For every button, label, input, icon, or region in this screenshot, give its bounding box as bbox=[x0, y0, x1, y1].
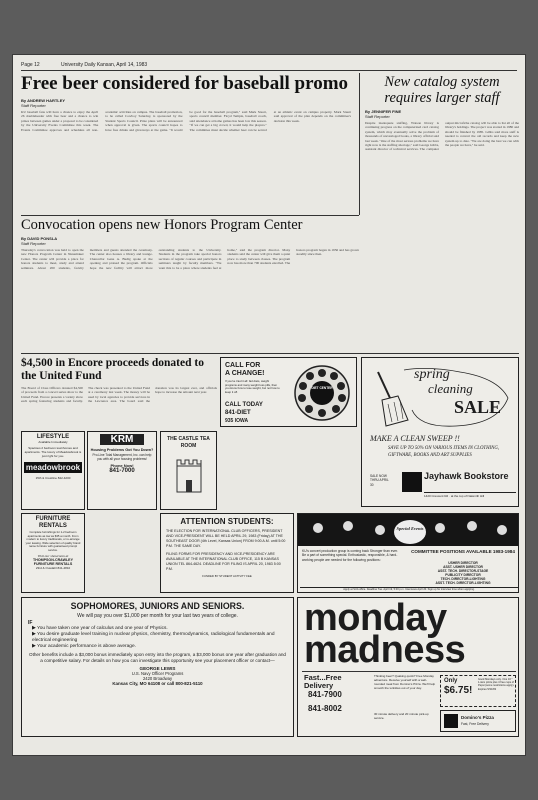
position-item: TECH. DIRECTOR-LIGHTING bbox=[440, 577, 486, 581]
coupon-price: $6.75! bbox=[444, 685, 473, 696]
spring-make-sweep: MAKE A CLEAN SWEEP !! bbox=[370, 434, 460, 443]
special-events-body: KU's concert production group is coming back Stronger than ever. Be a part of something special. Enthusiastic, responsible, & hard-working people are needed for the following positions: bbox=[302, 549, 398, 562]
krm-logo: KRM bbox=[100, 434, 144, 445]
furniture-title: FURNITURE RENTALS bbox=[35, 516, 71, 529]
navy-bullets bbox=[28, 626, 287, 650]
position-item: ASST. USHER DIRECTOR bbox=[443, 565, 483, 569]
monday-phone-1: 841-7900 bbox=[308, 690, 342, 699]
catalog-byline: By JENNIFER FINE Staff Reporter bbox=[365, 109, 402, 119]
krm-line3: Phone Now! bbox=[110, 463, 134, 469]
dominos-name: Domino's Pizza bbox=[461, 715, 494, 720]
section-rule bbox=[21, 353, 519, 354]
navy-title: SOPHOMORES, JUNIORS AND SENIORS. bbox=[70, 601, 245, 611]
krm-phone: 841-7000 bbox=[109, 468, 135, 475]
divider bbox=[302, 671, 516, 672]
monday-madness-ad[interactable] bbox=[297, 597, 519, 737]
spring-sale-dates: SALE NOW THRU APRIL 30 bbox=[370, 474, 389, 487]
dominos-logo bbox=[444, 714, 458, 728]
spring-word1: spring bbox=[414, 367, 450, 382]
navy-contact-office: U.S. Navy Officer Programs bbox=[131, 671, 184, 676]
section-rule bbox=[21, 215, 359, 216]
lifestyle-address: 15th & Crestline 842-4200 bbox=[35, 476, 71, 480]
diet-address: 935 IOWA bbox=[225, 418, 249, 424]
furniture-body: Complete furnishings for 1-2 bedroom apartments as low as $35 a month. From modern to luxury traditionals, or re-arrange your leasing. Wide selection of quality brand name furniture with guaranteed prompt service. bbox=[25, 530, 81, 552]
coupon[interactable] bbox=[440, 675, 516, 707]
castle-title: THE CASTLE TEA ROOM bbox=[167, 436, 210, 449]
paper-dateline: University Daily Kansan, April 14, 1983 bbox=[61, 62, 148, 68]
baseball-body: KU baseball fans will have a chance to enjoy the April 26 doubleheader with free beer and a chance to win prizes between games under a proposal to be considered by the University Events Committee this week. The Events Committee approves and schedules all non-academic activities on campus. The baseball promotion, to be called Cowboy Saturday, is sponsored by the Student Sports Council. Prize plans will be announced when approval is given. The sports council hopes to have free drinks and giveaways at the game. "It would be good for the baseball program," said Mark Stuart, sports council member. Floyd Temple, baseball coach, said attendance at home games has been low this season. "If we can get a big crowd, it would help the players." The committee must decide whether beer can be served at an athletic event on campus property. Mark Stuart said approval of the plan depends on the committee's decision this week. bbox=[21, 110, 351, 132]
catalog-body: Despite inadequate staffing, Watson library is continuing progress on the computerized card catalog system, which may eventually solve the problem of thousands of uncataloged books, a library official said last week. "One of the most serious problems we have right now is the staffing shortage," said George Gibbs, assistant director of technical services. The computer output microfiche catalog will be able to list all of the library's holdings. The project was started in 1980 and should be finished by 1985. Gibbs said more staff is needed to convert the old records and keep the new system up to date. "We are doing the best we can with the people we have," he said. bbox=[365, 121, 519, 152]
attention-students-ad[interactable] bbox=[160, 513, 294, 593]
monday-phone-2: 841-8002 bbox=[308, 704, 342, 713]
honors-body: Thursday's convocation was held to open the new Honors Program Center in Nunemaker Center. The center will provide a place for honors students to meet, study and attend seminars. About 200 students, faculty members and guests attended the ceremony. The center also houses a library and lounge. Chancellor Gene A. Budig spoke at the opening and praised the program. Officials hope the new facility will attract more outstanding students to the University. Students in the program take special honors sections of regular courses and participate in seminars taught by faculty members. "We want this to be a place where students feel at home," said the program director. Many students said the center will give them a quiet place to study between classes. The program now has more than 700 students enrolled. The honors program began in 1956 and has grown steadily since then. bbox=[21, 248, 359, 270]
diet-cta: CALL TODAY bbox=[225, 402, 263, 408]
monday-delivery-text: 30 minute delivery and 20 minute pick-up service. bbox=[374, 712, 429, 720]
lifestyle-ad[interactable] bbox=[21, 431, 85, 510]
spring-word3: SALE bbox=[454, 397, 502, 417]
madness-heading: madness bbox=[304, 629, 466, 671]
special-events-logo: Special Events bbox=[396, 526, 424, 531]
coupon-only: Only bbox=[444, 678, 458, 684]
krm-ad[interactable] bbox=[87, 431, 157, 510]
castle-illustration bbox=[169, 454, 209, 494]
spring-cleaning-ad[interactable] bbox=[361, 357, 519, 507]
monday-thinking-text: Thinking beer? Quaking quick? Free Monday adventure. Receive yourself with a well-rounded meal from Domino's Pizza. We'll help smooth the wrinkles out of your day. bbox=[374, 674, 436, 690]
diet-dial-label: DIET CENTER bbox=[311, 386, 333, 390]
position-item: ASST. TECH. DIRECTOR-STAGE bbox=[437, 569, 489, 573]
baseball-byline: By ANDREW HARTLEY Staff Reporter bbox=[21, 98, 66, 108]
krm-line2: Pro-Line Total Management, Inc. can help you with all your housing problems! bbox=[92, 453, 152, 462]
furniture-name: THOMPSON-CRAWLEY FURNITURE RENTALS bbox=[33, 557, 73, 566]
navy-contact-addr1: 2420 Broadway bbox=[142, 676, 173, 681]
diet-center-ad[interactable] bbox=[220, 357, 357, 427]
special-events-positions-title: COMMITTEE POSITIONS AVAILABLE 1983-1984 bbox=[411, 549, 515, 554]
furniture-visit: Visit our showroom at bbox=[37, 553, 69, 558]
navy-if: IF bbox=[28, 620, 33, 626]
navy-contact-addr2: Kansas City, MO 64108 or call 800-821-5110 bbox=[112, 681, 203, 686]
jayhawk-address: 1420 Crescent Rd · at the top of Naismith Hill bbox=[424, 492, 516, 498]
navy-contact-name: GEORGE LEWIS bbox=[139, 666, 176, 671]
meadowbrook-logo: meadowbrook bbox=[25, 463, 81, 472]
lifestyle-title: LIFESTYLE bbox=[36, 434, 70, 440]
spring-save-text: SAVE UP TO 50% ON VARIOUS ITEMS IN CLOTHING, GIFTWARE, BOOKS AND ART SUPPLIES bbox=[388, 446, 500, 458]
navy-officer-ad[interactable] bbox=[21, 597, 294, 737]
position-item: ASST. TECH. DIRECTOR-LIGHTING bbox=[435, 581, 491, 585]
spring-word2: cleaning bbox=[428, 381, 473, 396]
navy-bullet: ▶ Your academic performance is above average. bbox=[32, 644, 136, 649]
special-events-ad[interactable] bbox=[297, 513, 519, 593]
monday-fast-free: Fast...Free Delivery bbox=[304, 673, 342, 690]
phone-dial-icon bbox=[293, 364, 351, 422]
lifestyle-sub: Available Immediately bbox=[38, 440, 68, 444]
position-item: USHER DIRECTOR bbox=[448, 561, 478, 565]
encore-body: The Board of Class Officers donated $4,500 of proceeds from a concert series show to the United Fund. Encore presents a variety show each spring featuring students and faculty. The check was presented to the United Fund at a ceremony last week. The money will be used by local agencies to provide services in the Lawrence area. The board said the donation was its largest ever, and officials hope to increase the amount next year. bbox=[21, 386, 217, 404]
castle-ad[interactable] bbox=[160, 431, 217, 510]
honors-byline: By DAVID PONSLA Staff Reporter bbox=[21, 236, 58, 246]
baseball-headline: Free beer considered for baseball promo bbox=[21, 73, 349, 94]
navy-bullet: ▶ You have taken one year of calculus and one year of Physics. bbox=[32, 626, 168, 631]
dominos-box bbox=[440, 710, 516, 732]
attention-paragraph-2: FILING FORMS FOR PRESIDENCY AND VICE-PRESIDENCY ARE AVAILABLE AT THE INTERNATIONAL CLUB OFFICE, 115 B KANSAS UNION TEL 864-4624. DEADLINE FOR FILING IS APRIL 20, 1983 5:00 P.M. bbox=[166, 552, 281, 571]
catalog-headline: New catalog system requires larger staff bbox=[384, 74, 500, 106]
furniture-ad[interactable] bbox=[21, 513, 85, 593]
furniture-address: 23rd & Ousdahl 841-4810 bbox=[35, 566, 71, 571]
krm-line1: Housing Problems Got You Down? bbox=[90, 448, 154, 452]
navy-bullet: ▶ You desire graduate level training in nuclear physics, chemistry, thermodynamics, radiological fundamentals and electrical engineering bbox=[32, 632, 275, 643]
diet-phone: 841-DIET bbox=[225, 410, 251, 416]
page-number: Page 12 bbox=[21, 62, 40, 68]
navy-paragraph: Other benefits include a $3,000 bonus immediately upon entry into the program, a $3,000 bonus one year after graduation and a competitive salary. For details on how you can investigate this opportunity see your placement officer or contact— bbox=[29, 652, 286, 663]
jayhawk-bookstore-name: Jayhawk Bookstore bbox=[424, 471, 509, 481]
honors-headline: Convocation opens new Honors Program Center bbox=[21, 217, 303, 233]
newspaper-page bbox=[12, 54, 526, 756]
coupon-terms: Good Mondays only. One 16 " 1-item pizza plus 4 free cups of Pepsi (some restrictions apply). Expires 5/31/83 bbox=[478, 678, 515, 691]
page-header bbox=[21, 61, 517, 71]
navy-subtitle: We will pay you over $1,000 per month for your last two years of college. bbox=[77, 613, 238, 619]
attention-title: ATTENTION STUDENTS: bbox=[180, 517, 274, 526]
special-events-position-list bbox=[410, 561, 516, 585]
column-rule bbox=[359, 73, 360, 215]
dominos-free-delivery: Fast, Free Delivery bbox=[461, 722, 489, 726]
diet-body: If you've tried it all: fad diets, weight programs and many weight loss pills, then you know how to lose weight, but not how to keep it off. bbox=[225, 379, 280, 394]
lifestyle-body: Spacious 2 bedroom townhomes and apartments. The luxury of Meadowbrook is just right for you. bbox=[24, 446, 82, 458]
diet-headline: CALL FOR A CHANGE! bbox=[225, 362, 265, 377]
monday-heading: monday bbox=[304, 597, 447, 639]
attention-paragraph-1: THE ELECTION FOR INTERNATIONAL CLUB OFFICERS, PRESIDENT AND VICE-PRESIDENT WILL BE HELD APRIL 29, 1983 (Friday) AT THE SOUTHEAST DOOR (4th Level, Kansas Union) FROM 9:00 A.M. until 5:00 P.M. THE SAME DAY. bbox=[166, 529, 286, 548]
encore-headline: $4,500 in Encore proceeds donated to the United Fund bbox=[21, 357, 204, 382]
special-events-footer: Apply at SUA office. Deadline Tue. April 19, 5:00 p.m. Interviews April 20. Sign up for interview time when applying. bbox=[300, 587, 518, 591]
jayhawk-logo bbox=[402, 472, 422, 492]
attention-footer: FUNDED BY STUDENT ACTIVITY FEE bbox=[202, 574, 252, 578]
position-item: PUBLICITY DIRECTOR bbox=[445, 573, 481, 577]
